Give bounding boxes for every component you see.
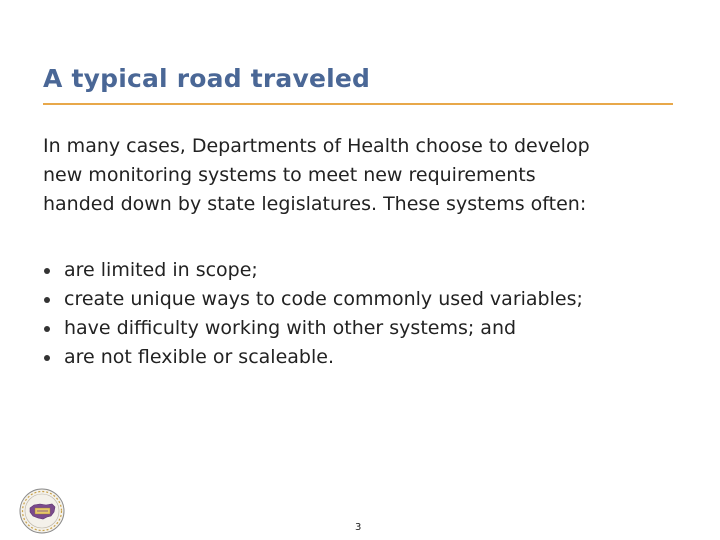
slide-title: A typical road traveled xyxy=(43,64,371,93)
intro-line: new monitoring systems to meet new requirements xyxy=(43,164,536,186)
bullet-item xyxy=(43,343,683,372)
intro-paragraph xyxy=(43,132,683,219)
bullet-dot-icon xyxy=(44,297,50,303)
bullet-item xyxy=(43,314,683,343)
bullet-text: are not flexible or scaleable. xyxy=(64,346,334,368)
intro-line: handed down by state legislatures. These systems often: xyxy=(43,193,587,215)
seal-logo-icon xyxy=(18,487,66,535)
bullet-text: create unique ways to code commonly used variables; xyxy=(64,288,583,310)
bullet-dot-icon xyxy=(44,355,50,361)
bullet-dot-icon xyxy=(44,268,50,274)
intro-line: In many cases, Departments of Health choose to develop xyxy=(43,135,590,157)
bullet-list xyxy=(43,256,683,372)
bullet-item xyxy=(43,256,683,285)
bullet-text: are limited in scope; xyxy=(64,259,258,281)
title-divider xyxy=(43,103,673,105)
page-number: 3 xyxy=(355,522,362,533)
bullet-dot-icon xyxy=(44,326,50,332)
bullet-text: have difficulty working with other systems; and xyxy=(64,317,517,339)
bullet-item xyxy=(43,285,683,314)
